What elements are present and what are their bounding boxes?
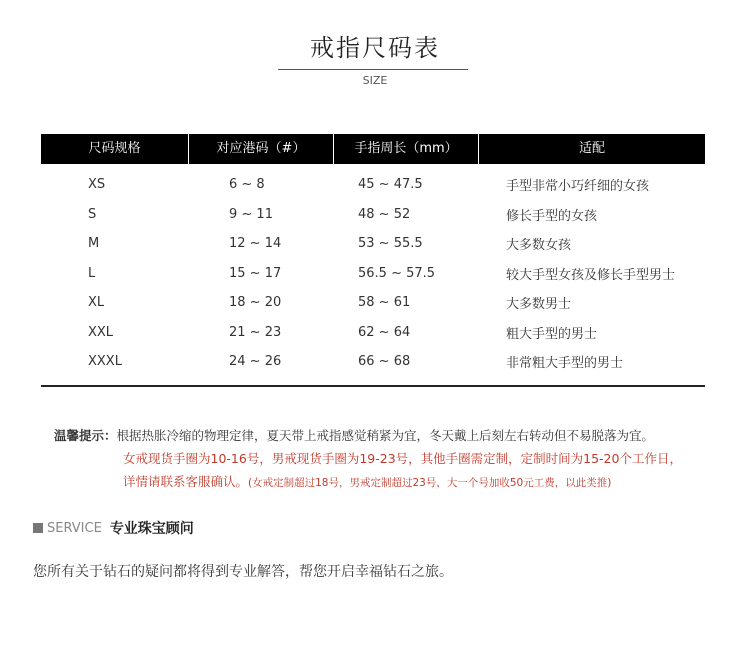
table-cell: 56.5 ~ 57.5: [358, 265, 436, 281]
column-header-fit: 适配: [578, 141, 605, 156]
table-cell: 15 ~ 17: [229, 265, 282, 281]
table-cell: 66 ~ 68: [358, 354, 411, 370]
table-cell: XXL: [88, 324, 114, 340]
table-row: [41, 288, 705, 318]
table-row: [41, 318, 705, 348]
table-cell: 非常粗大手型的男士: [506, 356, 624, 372]
square-bullet-icon: [33, 523, 43, 533]
table-cell: 修长手型的女孩: [506, 208, 598, 224]
column-header-hk-size: 对应港码（#）: [189, 134, 334, 164]
table-cell: 24 ~ 26: [229, 354, 282, 370]
table-cell: 粗大手型的男士: [506, 326, 598, 342]
tips-surcharge-note: (女戒定制超过18号，男戒定制超过23号，大一个号加收50元工费，以此类推): [248, 477, 612, 489]
table-row: [41, 200, 705, 230]
table-cell: 21 ~ 23: [229, 324, 282, 340]
table-cell: 大多数女孩: [506, 238, 572, 254]
table-cell: 58 ~ 61: [358, 295, 411, 311]
title-block: [0, 30, 750, 66]
table-cell: XS: [88, 177, 106, 193]
table-cell: M: [88, 236, 100, 252]
service-label-en: SERVICE: [47, 520, 102, 536]
table-cell: S: [88, 206, 97, 222]
table-cell: 62 ~ 64: [358, 324, 411, 340]
table-row: [41, 259, 705, 289]
table-cell: 53 ~ 55.5: [358, 236, 423, 252]
advice-text: 您所有关于钻石的疑问都将得到专业解答，帮您开启幸福钻石之旅。: [33, 564, 453, 580]
page-title: 戒指尺码表: [310, 34, 440, 62]
tips-contact-line: [54, 470, 744, 495]
table-cell: 大多数男士: [506, 297, 572, 313]
table-cell: 较大手型女孩及修长手型男士: [506, 267, 676, 283]
table-header: [41, 134, 705, 164]
table-cell: XL: [88, 295, 105, 311]
table-cell: 18 ~ 20: [229, 295, 282, 311]
column-header-size: 尺码规格: [41, 134, 189, 164]
page-subtitle: SIZE: [362, 74, 388, 87]
table-cell: 手型非常小巧纤细的女孩: [506, 179, 650, 195]
size-table: [41, 134, 705, 377]
table-cell: 48 ~ 52: [358, 206, 411, 222]
tips-section: [54, 424, 744, 495]
table-cell: L: [88, 265, 96, 281]
table-row: [41, 229, 705, 259]
table-cell: 6 ~ 8: [229, 177, 265, 193]
column-header-circumference: 手指周长（mm）: [334, 134, 479, 164]
tips-stock-sizes: 女戒现货手圈为10-16号，男戒现货手圈为19-23号，其他手圈需定制，定制时间为15-20个工作日，: [123, 451, 682, 466]
tips-contact-text: 详情请联系客服确认。: [123, 474, 249, 489]
tips-text: 根据热胀冷缩的物理定律，夏天带上戒指感觉稍紧为宜，冬天戴上后刻左右转动但不易脱落为宜。: [116, 428, 655, 443]
tips-label: 温馨提示：: [54, 428, 117, 443]
table-bottom-rule: [41, 385, 705, 387]
service-label-cn: 专业珠宝顾问: [109, 521, 194, 537]
service-heading: [33, 518, 194, 538]
table-cell: XXXL: [88, 354, 122, 370]
table-row: [41, 347, 705, 377]
table-cell: 45 ~ 47.5: [358, 177, 423, 193]
table-row: [41, 170, 705, 200]
table-cell: 9 ~ 11: [229, 206, 273, 222]
table-body: [41, 164, 705, 377]
table-cell: 12 ~ 14: [229, 236, 282, 252]
tips-line: [54, 424, 744, 447]
title-divider: [278, 69, 468, 70]
